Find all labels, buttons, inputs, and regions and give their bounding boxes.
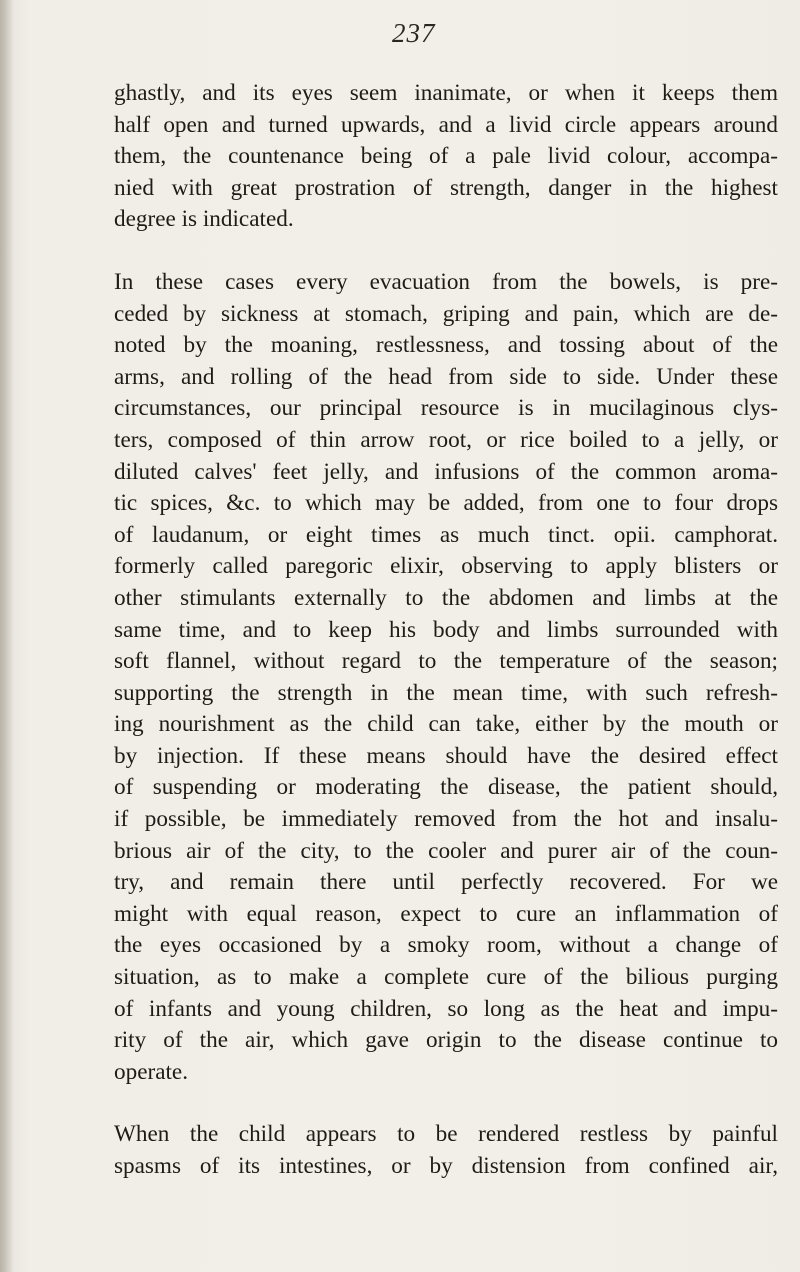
text-line: soft flannel, without regard to the temperature of the season; xyxy=(114,648,778,675)
page-number: 237 xyxy=(392,18,436,48)
text-line: nied with great prostration of strength, danger in the highest xyxy=(114,174,778,201)
text-line: rity of the air, which gave origin to the disease continue to xyxy=(114,1027,778,1054)
paragraph-gap xyxy=(114,236,778,267)
text-line: operate. xyxy=(114,1058,189,1085)
text-line: tic spices, &c. to which may be added, from one to four drops xyxy=(114,490,778,517)
text-line: degree is indicated. xyxy=(114,206,294,233)
text-line: of laudanum, or eight times as much tinct. opii. camphorat. xyxy=(114,521,778,548)
text-line: try, and remain there until perfectly recovered. For we xyxy=(114,869,778,896)
text-line: situation, as to make a complete cure of the bilious purging xyxy=(114,964,778,991)
text-line: if possible, be immediately removed from the hot and insalu- xyxy=(114,806,778,833)
text-line: them, the countenance being of a pale livid colour, accompa- xyxy=(114,143,778,170)
body-text xyxy=(114,78,778,1183)
text-line: ghastly, and its eyes seem inanimate, or when it keeps them xyxy=(114,80,778,106)
text-line: supporting the strength in the mean time, with such refresh- xyxy=(114,679,778,706)
text-line: the eyes occasioned by a smoky room, without a change of xyxy=(114,932,778,959)
paragraph-3 xyxy=(114,1119,778,1182)
paragraph-1 xyxy=(114,78,778,236)
text-line: of infants and young children, so long as the heat and impu- xyxy=(114,995,778,1022)
text-line: might with equal reason, expect to cure an inflammation of xyxy=(114,900,778,927)
text-line: ceded by sickness at stomach, griping and pain, which are de- xyxy=(114,300,778,327)
text-line: formerly called paregoric elixir, observing to apply blisters or xyxy=(114,553,778,580)
text-line: ters, composed of thin arrow root, or rice boiled to a jelly, or xyxy=(114,426,778,453)
text-line: by injection. If these means should have the desired effect xyxy=(114,742,778,769)
text-line: When the child appears to be rendered restless by painful xyxy=(114,1121,778,1148)
text-line: circumstances, our principal resource is in mucilaginous clys- xyxy=(114,395,778,422)
text-line: diluted calves' feet jelly, and infusions of the common aroma- xyxy=(114,458,778,485)
text-line: arms, and rolling of the head from side to side. Under these xyxy=(114,363,778,390)
spine-shadow xyxy=(0,0,14,1272)
text-line: brious air of the city, to the cooler and purer air of the coun- xyxy=(114,837,778,864)
text-line: ing nourishment as the child can take, either by the mouth or xyxy=(114,711,778,738)
text-line: half open and turned upwards, and a livid circle appears around xyxy=(114,111,778,138)
text-line: spasms of its intestines, or by distension from confined air, xyxy=(114,1153,778,1179)
text-line: In these cases every evacuation from the bowels, is pre- xyxy=(114,268,778,295)
text-line: same time, and to keep his body and limbs surrounded with xyxy=(114,616,778,643)
text-line: noted by the moaning, restlessness, and tossing about of the xyxy=(114,332,778,359)
text-line: other stimulants externally to the abdomen and limbs at the xyxy=(114,584,778,611)
paragraph-gap xyxy=(114,1088,778,1119)
text-line: of suspending or moderating the disease, the patient should, xyxy=(114,774,778,801)
paragraph-2 xyxy=(114,267,778,1088)
